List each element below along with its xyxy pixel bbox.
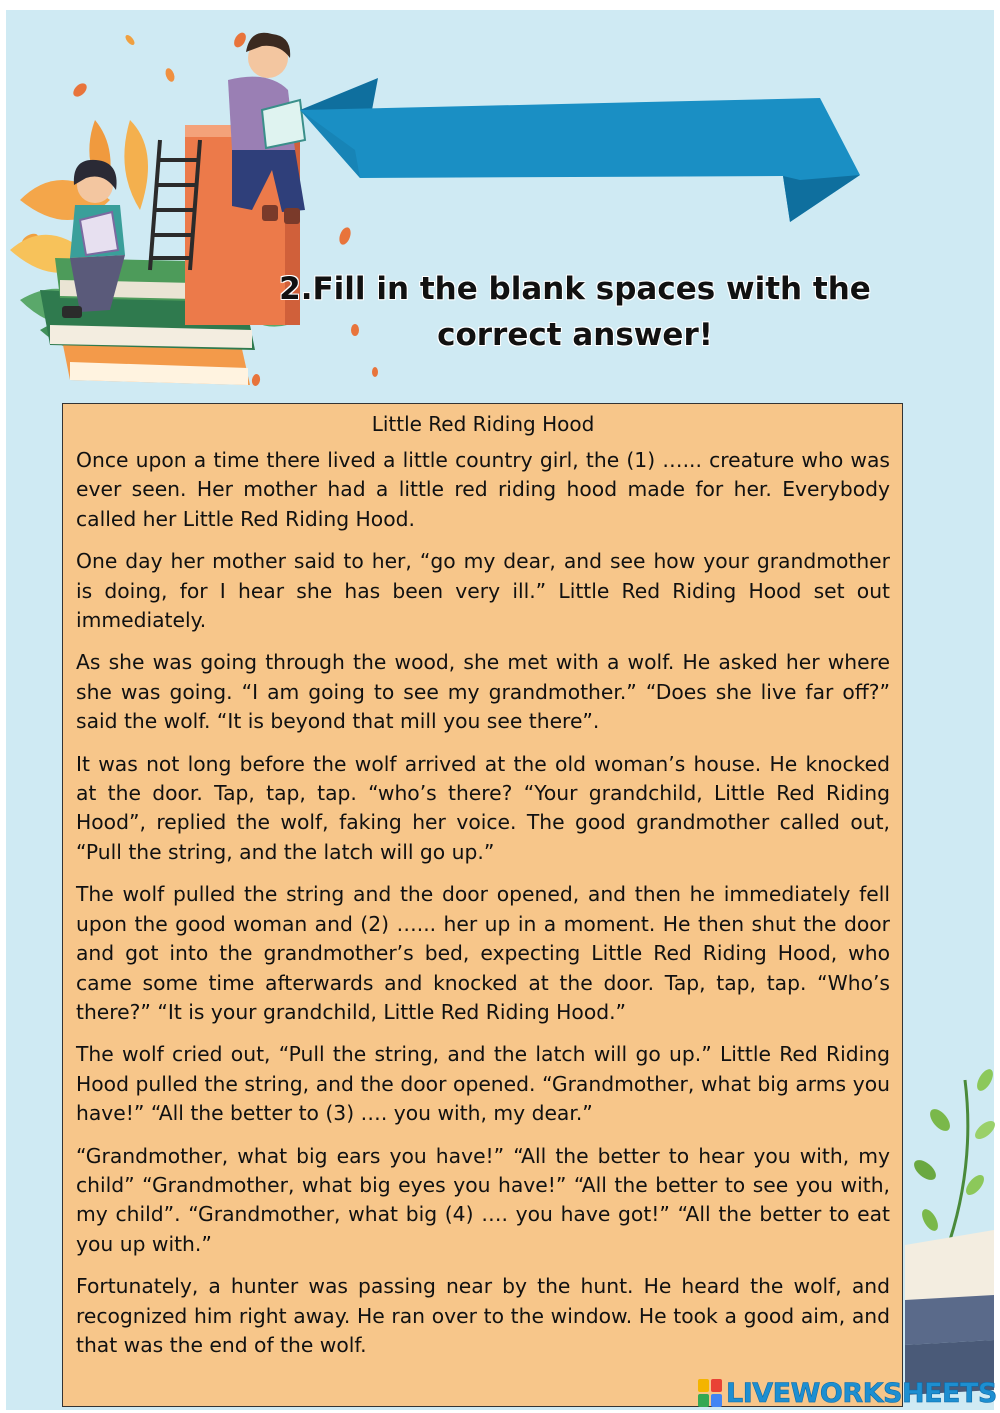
- worksheet-title-line2: correct answer!: [437, 317, 713, 353]
- liveworksheets-logo-icon: [697, 1378, 723, 1408]
- story-title: Little Red Riding Hood: [371, 412, 595, 436]
- worksheet-title: [240, 266, 910, 358]
- story-paragraph-2: One day her mother said to her, “go my dear, and see how your grandmother is doing, for I hear she has been very ill.” Little Red Riding Hood set out immediately.: [76, 549, 890, 633]
- story-paragraph-4: It was not long before the wolf arrived at the old woman’s house. He knocked at the door. Tap, tap, tap. “who’s there? “Your grandchild, Little Red Riding Hood”, replied the wolf, faking her voice. The good grandmother called out, “Pull the string, and the latch will go up.”: [76, 751, 890, 864]
- story-paragraph-5: The wolf pulled the string and the door opened, and then he immediately fell upon the good woman and (2) …... her up in a moment. He then shut the door and got into the grandmother’s bed, expecting Little Red Riding Hood, who came some time afterwards and knocked at the door. Tap, tap, tap. “Who’s there?” “It is your grandchild, Little Red Riding Hood.”: [76, 882, 890, 1024]
- watermark-text: LIVEWORKSHEETS: [726, 1377, 997, 1409]
- story-text-box: [62, 403, 903, 1407]
- liveworksheets-watermark: [697, 1376, 997, 1410]
- story-paragraph-3: As she was going through the wood, she met with a wolf. He asked her where she was going. “I am going to see my grandmother.” “Does she live far off?” said the wolf. “It is beyond that mill you see there”.: [76, 650, 890, 734]
- story-paragraph-7: “Grandmother, what big ears you have!” “All the better to hear you with, my child” “Grandmother, what big eyes you have!” “All the better to see you with, my child”. “Grandmother, what big (4) …. you have got!” “All the better to eat you up with.”: [76, 1143, 890, 1256]
- worksheet-title-line1: 2.Fill in the blank spaces with the: [279, 271, 871, 307]
- story-paragraph-1: Once upon a time there lived a little country girl, the (1) …... creature who was ever seen. Her mother had a little red riding hood made for her. Everybody called her Little Red Riding Hood.: [76, 448, 890, 531]
- ribbon-banner-arrow-icon: [300, 78, 860, 222]
- story-paragraph-6: The wolf cried out, “Pull the string, and the latch will go up.” Little Red Riding Hood pulled the string, and the door opened. “Grandmother, what big arms you have!” “All the better to (3) …. you with, my dear.”: [76, 1042, 890, 1126]
- plant-and-books-icon: [905, 1067, 998, 1395]
- story-paragraph-8: Fortunately, a hunter was passing near by the hunt. He heard the wolf, and recognized him right away. He ran over to the window. He took a good aim, and that was the end of the wolf.: [76, 1274, 890, 1357]
